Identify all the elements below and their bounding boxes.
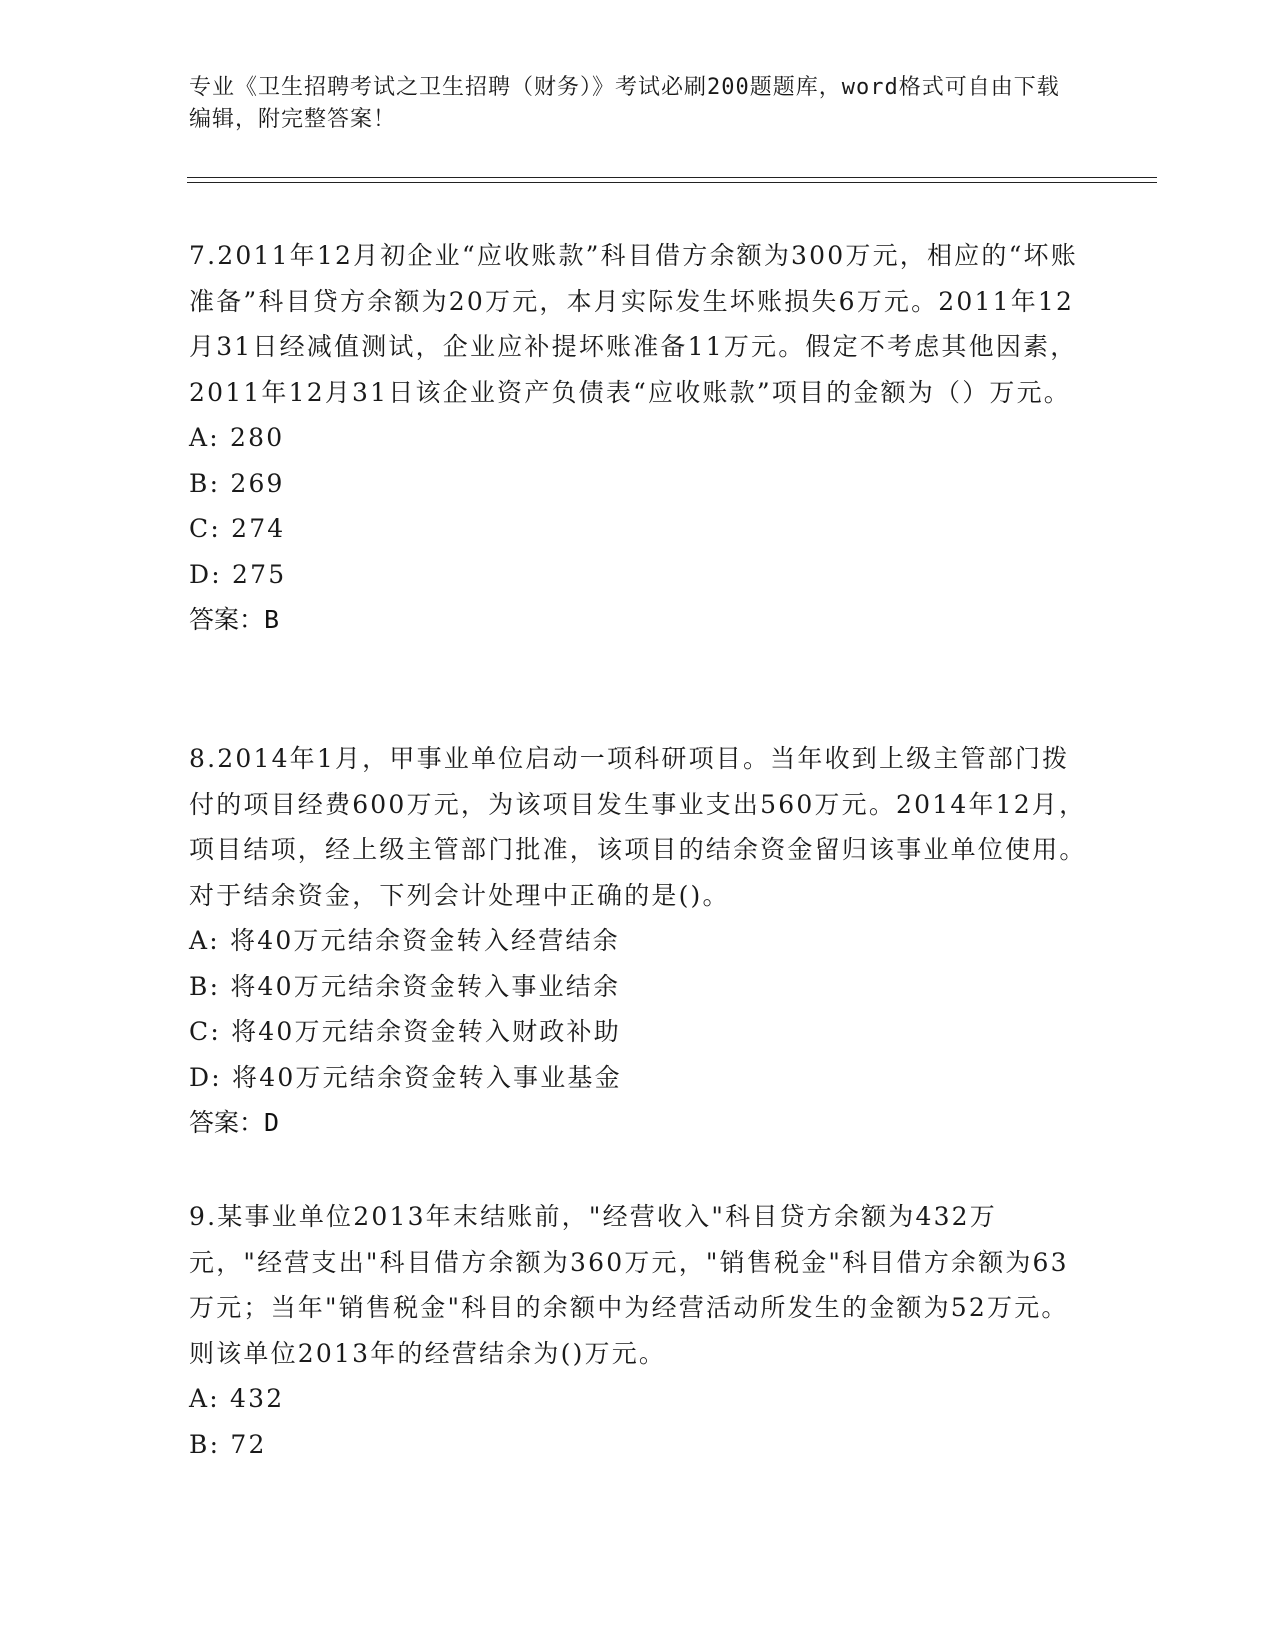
question-9 — [189, 1194, 1089, 1467]
option-c: C: 274 — [189, 514, 286, 543]
option-c: C: 将40万元结余资金转入财政补助 — [189, 1017, 621, 1046]
question-stem: 8.2014年1月，甲事业单位启动一项科研项目。当年收到上级主管部门拨付的项目经费600万元，为该项目发生事业支出560万元。2014年12月，项目结项，经上级主管部门批准，该项目的结余资金留归该事业单位使用。对于结余资金，下列会计处理中正确的是()。 — [189, 744, 1087, 910]
question-stem: 9.某事业单位2013年末结账前，"经营收入"科目贷方余额为432万元，"经营支出"科目借方余额为360万元，"销售税金"科目借方余额为63万元；当年"销售税金"科目的余额中为经营活动所发生的金额为52万元。则该单位2013年的经营结余为()万元。 — [189, 1202, 1069, 1368]
header-rule-top — [187, 177, 1157, 178]
header-rule-bottom — [187, 182, 1157, 183]
option-b: B: 269 — [189, 468, 285, 498]
option-a: A: 将40万元结余资金转入经营结余 — [189, 926, 620, 955]
question-7 — [189, 233, 1089, 643]
answer-line: 答案：B — [189, 605, 280, 634]
question-stem: 7.2011年12月初企业“应收账款”科目借方余额为300万元，相应的“坏账准备”科目贷方余额为20万元，本月实际发生坏账损失6万元。2011年12月31日经减值测试，企业应补提坏账准备11万元。假定不考虑其他因素，2011年12月31日该企业资产负债表“应收账款”项目的金额为（）万元。 — [189, 241, 1078, 407]
option-b: B: 72 — [189, 1429, 267, 1459]
option-a: A: 280 — [189, 423, 285, 452]
option-a: A: 432 — [189, 1384, 285, 1413]
answer-line: 答案：D — [189, 1108, 280, 1137]
document-title: 专业《卫生招聘考试之卫生招聘（财务）》考试必刷200题题库，word格式可自由下载编辑，附完整答案！ — [189, 75, 1060, 132]
option-b: B: 将40万元结余资金转入事业结余 — [189, 971, 621, 1001]
option-d: D: 275 — [189, 559, 287, 589]
option-d: D: 将40万元结余资金转入事业基金 — [189, 1062, 622, 1092]
question-8 — [189, 736, 1089, 1146]
